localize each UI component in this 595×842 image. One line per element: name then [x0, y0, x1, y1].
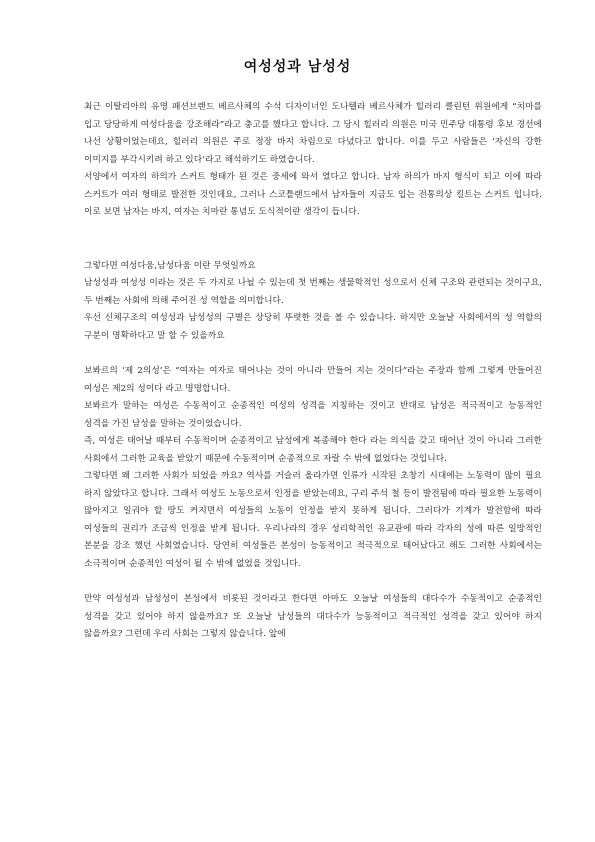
paragraph-question: 그렇다면 여성다움,남성다움 이란 무엇일까요	[84, 260, 256, 271]
paragraph-history: 그렇다면 왜 그러한 사회가 되었을 까요? 역사를 거슬러 올라가면 인류가 시작된 초창기 시대에는 노동력이 많이 필요 하지 않았다고 합니다. 그래서 여성도 노동으로서 인정을 받았는데요, 구리 주석 철 등이 발전됨에 따라 필요한 노동력이 많아지고 일궈야 할 땅도 커지면서 여성들의 노동이 인정을 받지 못하게 됩니다. 그러다가 기계가 발전함에 따라 여성들의 권리가 조금씩 인정을 받게 됩니다. 우리나라의 경우 성리학적인 유교관에 따라 각자의 성에 따른 일방적인 본분을 강조 했던 사회였습니다. 당연히 여성들은 본성이 능동적이고 적극적으로 태어났다고 해도 그러한 사회에서는 소극적이며 순종적인 여성이 될 수 밖에 없었을 것입니다.	[84, 471, 542, 569]
paragraph-body-distinction: 우선 신체구조의 여성성과 남성성의 구별은 상당히 뚜렷한 것을 볼 수 있습니다. 하지만 오늘날 사회에서의 성 역할의 구분이 명확하다고 말 할 수 있을까요	[84, 313, 542, 341]
paragraph-education: 즉, 여성은 태어날 때부터 수동적이며 순종적이고 남성에게 복종해야 한다 라는 의식을 갖고 태어난 것이 아니라 그러한 사회에서 그러한 교육을 받았기 때문에 수동적이며 순종적으로 자랄 수 밖에 없었다는 것입니다.	[84, 436, 542, 464]
paragraph-beauvoir-woman: 보봐르가 말하는 여성은 수동적이고 순종적인 여성의 성격을 지칭하는 것이고 반대로 남성은 적극적이고 능동적인 성격을 가진 남성을 말하는 것이었습니다.	[84, 401, 542, 429]
paragraph-versace-advice: 최근 이탈리아의 유명 패션브랜드 베르사체의 수석 디자이너인 도나텔라 베르사체가 힐러리 클린턴 위원에게 “치마를 입고 당당하게 여성다움을 강조해라”라고 충고를 했다고 합니다. 그 당시 힐러리 의원은 미국 민주당 대통령 후보 경선에 나선 상황이었는데요, 힐러리 의원은 주로 정장 바지 차림으로 다녔다고 합니다. 이를 두고 사람들은 ‘자신의 강한 이미지를 부각시키려 하고 있다’라고 해석하기도 하였습니다.	[84, 102, 542, 165]
paragraph-conclusion: 만약 여성성과 남성성이 본성에서 비롯된 것이라고 한다면 아마도 오늘날 여성들의 대다수가 수동적이고 순종적인 성격을 갖고 있어야 하지 않을까요? 또 오늘날 남성들의 대다수가 능동적이고 적극적인 성격을 갖고 있어야 하지 않을까요? 그런데 우리 사회는 그렇지 않습니다. 앞에	[84, 594, 542, 639]
document-body	[84, 99, 542, 644]
paragraph-beauvoir-quote: 보봐르의 ‘제 2의성’은 “여자는 여자로 태어나는 것이 아니라 만들어 지는 것이다”라는 주장과 함께 그렇게 만들어진 여성은 제2의 성이다 라고 명명합니다.	[84, 366, 542, 394]
paragraph-gap	[84, 222, 542, 258]
paragraph-gap	[84, 345, 542, 363]
paragraph-two-kinds: 남성성과 여성성 이라는 것은 두 가지로 나뉠 수 있는데 첫 번째는 생물학적인 성으로서 신체 구조와 관련되는 것이구요, 두 번째는 사회에 의해 주어진 성 역할을 의미합니다.	[84, 278, 542, 306]
paragraph-skirt-history: 서양에서 여자의 하의가 스커트 형태가 된 것은 중세에 와서 였다고 합니다. 남자 하의가 바지 형식이 되고 이에 따라 스커트가 여러 형태로 발전한 것인데요, 그러나 스코틀랜드에서 남자들이 지금도 입는 전통의상 킬트는 스커트 입니다. 이로 보면 남자는 바지, 여자는 치마란 통념도 도식적이란 생각이 듭니다.	[84, 172, 542, 217]
paragraph-gap	[84, 573, 542, 591]
document-title: 여성성과 남성성	[243, 59, 352, 75]
